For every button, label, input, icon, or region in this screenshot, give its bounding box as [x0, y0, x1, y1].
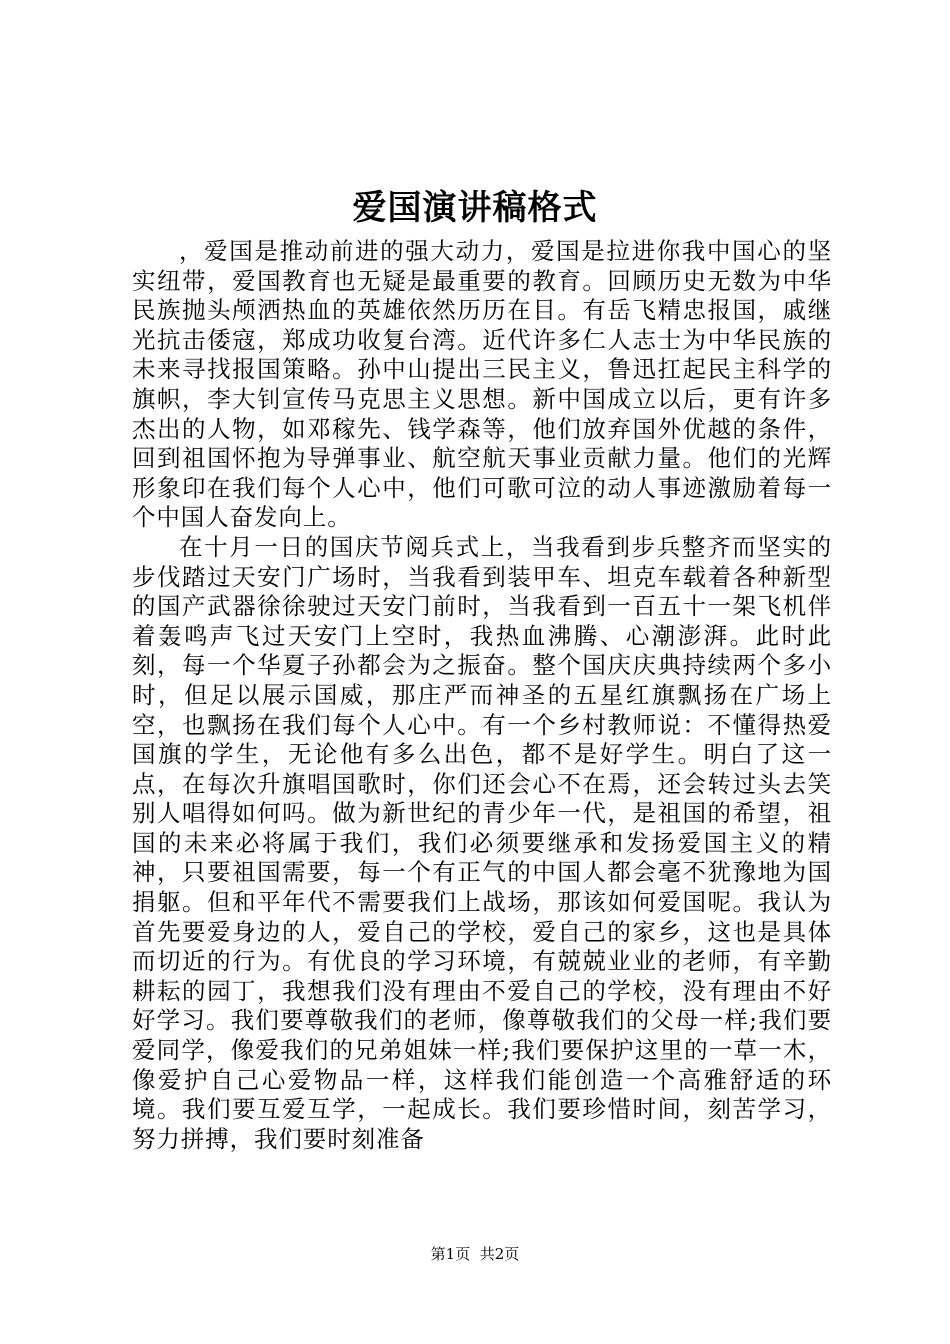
page-footer	[0, 1244, 950, 1264]
document-title: 爱国演讲稿格式	[352, 188, 598, 228]
page-total: 共2页	[479, 1245, 520, 1263]
footer-spacer	[470, 1245, 480, 1263]
page-number: 第1页	[430, 1245, 471, 1263]
document-body	[132, 237, 832, 1154]
paragraph-2: 在十月一日的国庆节阅兵式上，当我看到步兵整齐而坚实的步伐踏过天安门广场时，当我看到装甲车、坦克车载着各种新型的国产武器徐徐驶过天安门前时，当我看到一百五十一架飞机伴着轰鸣声飞过天安门上空时，我热血沸腾、心潮澎湃。此时此刻，每一个华夏子孙都会为之振奋。整个国庆庆典持续两个多小时，但足以展示国威，那庄严而神圣的五星红旗飘扬在广场上空，也飘扬在我们每个人心中。有一个乡村教师说：不懂得热爱国旗的学生，无论他有多么出色，都不是好学生。明白了这一点，在每次升旗唱国歌时，你们还会心不在焉，还会转过头去笑别人唱得如何吗。做为新世纪的青少年一代，是祖国的希望，祖国的未来必将属于我们，我们必须要继承和发扬爱国主义的精神，只要祖国需要，每一个有正气的中国人都会毫不犹豫地为国捐躯。但和平年代不需要我们上战场，那该如何爱国呢。我认为首先要爱身边的人，爱自己的学校，爱自己的家乡，这也是具体而切近的行为。有优良的学习环境，有兢兢业业的老师，有辛勤耕耘的园丁，我想我们没有理由不爱自己的学校，没有理由不好好学习。我们要尊敬我们的老师，像尊敬我们的父母一样;我们要爱同学，像爱我们的兄弟姐妹一样;我们要保护这里的一草一木，像爱护自己心爱物品一样，这样我们能创造一个高雅舒适的环境。我们要互爱互学，一起成长。我们要珍惜时间，刻苦学习，努力拼搏，我们要时刻准备	[132, 532, 832, 1153]
paragraph-1: ，爱国是推动前进的强大动力，爱国是拉进你我中国心的坚实纽带，爱国教育也无疑是最重要的教育。回顾历史无数为中华民族抛头颅洒热血的英雄依然历历在目。有岳飞精忠报国，戚继光抗击倭寇，郑成功收复台湾。近代许多仁人志士为中华民族的未来寻找报国策略。孙中山提出三民主义，鲁迅扛起民主科学的旗帜，李大钊宣传马克思主义思想。新中国成立以后，更有许多杰出的人物，如邓稼先、钱学森等，他们放弃国外优越的条件，回到祖国怀抱为导弹事业、航空航天事业贡献力量。他们的光辉形象印在我们每个人心中，他们可歌可泣的动人事迹激励着每一个中国人奋发向上。	[132, 237, 832, 532]
